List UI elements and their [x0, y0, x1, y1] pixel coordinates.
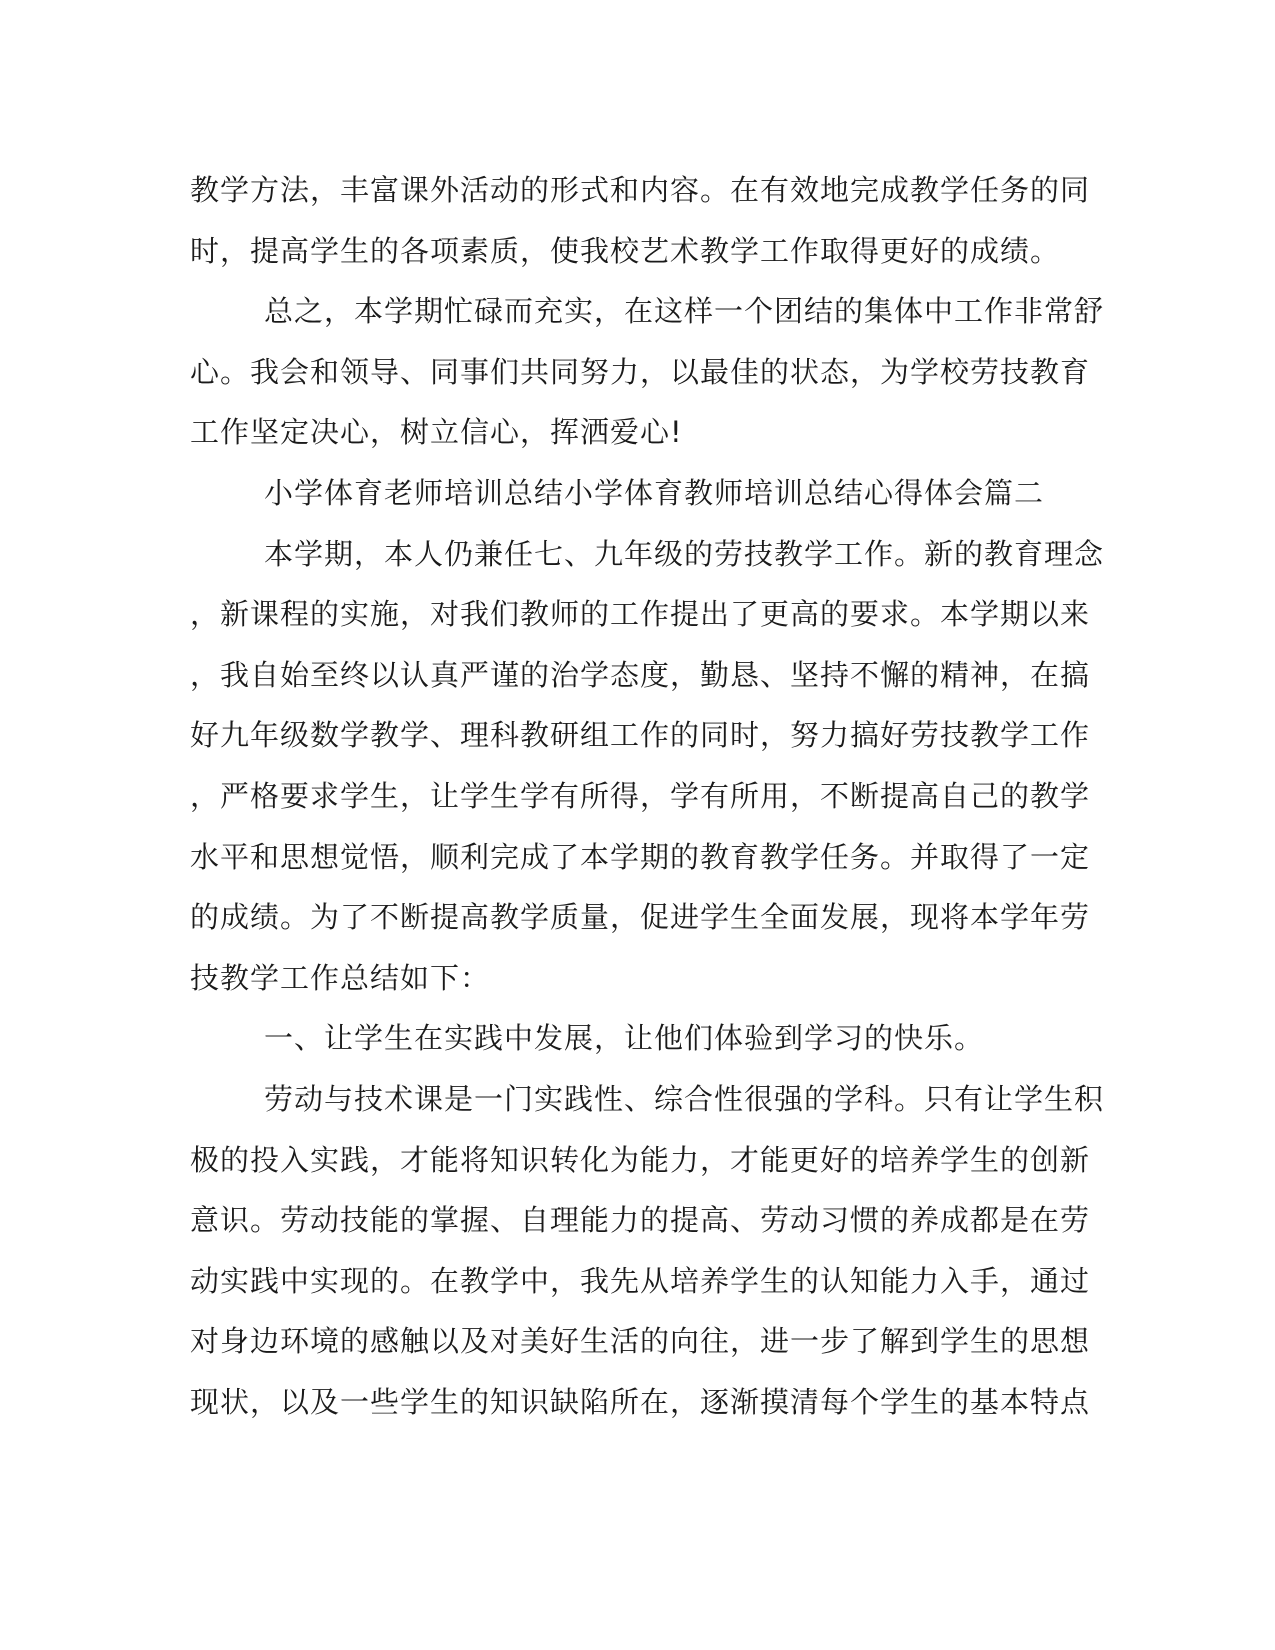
text-line: 一、让学生在实践中发展，让他们体验到学习的快乐。 — [264, 1021, 985, 1056]
text-line: 现状，以及一些学生的知识缺陷所在，逐渐摸清每个学生的基本特点 — [190, 1384, 1091, 1419]
document-body — [190, 160, 1105, 1432]
text-line: 总之，本学期忙碌而充实，在这样一个团结的集体中工作非常舒 — [264, 294, 1105, 329]
text-line: 的成绩。为了不断提高教学质量，促进学生全面发展，现将本学年劳 — [190, 900, 1091, 935]
text-line: ，严格要求学生，让学生学有所得，学有所用，不断提高自己的教学 — [190, 778, 1091, 813]
text-line: 教学方法，丰富课外活动的形式和内容。在有效地完成教学任务的同 — [190, 173, 1091, 207]
text-line: 工作坚定决心，树立信心，挥洒爱心! — [190, 415, 683, 450]
text-line: 水平和思想觉悟，顺利完成了本学期的教育教学任务。并取得了一定 — [190, 839, 1091, 874]
text-line: 意识。劳动技能的掌握、自理能力的提高、劳动习惯的养成都是在劳 — [190, 1203, 1091, 1238]
text-line: 极的投入实践，才能将知识转化为能力，才能更好的培养学生的创新 — [190, 1142, 1091, 1177]
text-line: 对身边环境的感触以及对美好生活的向往，进一步了解到学生的思想 — [190, 1324, 1091, 1359]
text-line: 技教学工作总结如下： — [190, 960, 491, 995]
text-line: ，新课程的实施，对我们教师的工作提出了更高的要求。本学期以来 — [190, 597, 1091, 632]
text-line: ，我自始至终以认真严谨的治学态度，勤恳、坚持不懈的精神，在搞 — [190, 657, 1091, 692]
text-line: 本学期，本人仍兼任七、九年级的劳技教学工作。新的教育理念 — [264, 536, 1105, 571]
text-line: 好九年级数学教学、理科教研组工作的同时，努力搞好劳技教学工作 — [190, 718, 1091, 753]
text-line: 动实践中实现的。在教学中，我先从培养学生的认知能力入手，通过 — [190, 1263, 1091, 1298]
text-line: 小学体育老师培训总结小学体育教师培训总结心得体会篇二 — [264, 475, 1045, 510]
text-line: 时，提高学生的各项素质，使我校艺术教学工作取得更好的成绩。 — [190, 233, 1061, 268]
text-line: 心。我会和领导、同事们共同努力，以最佳的状态，为学校劳技教育 — [190, 354, 1091, 389]
text-line: 劳动与技术课是一门实践性、综合性很强的学科。只有让学生积 — [264, 1081, 1105, 1116]
